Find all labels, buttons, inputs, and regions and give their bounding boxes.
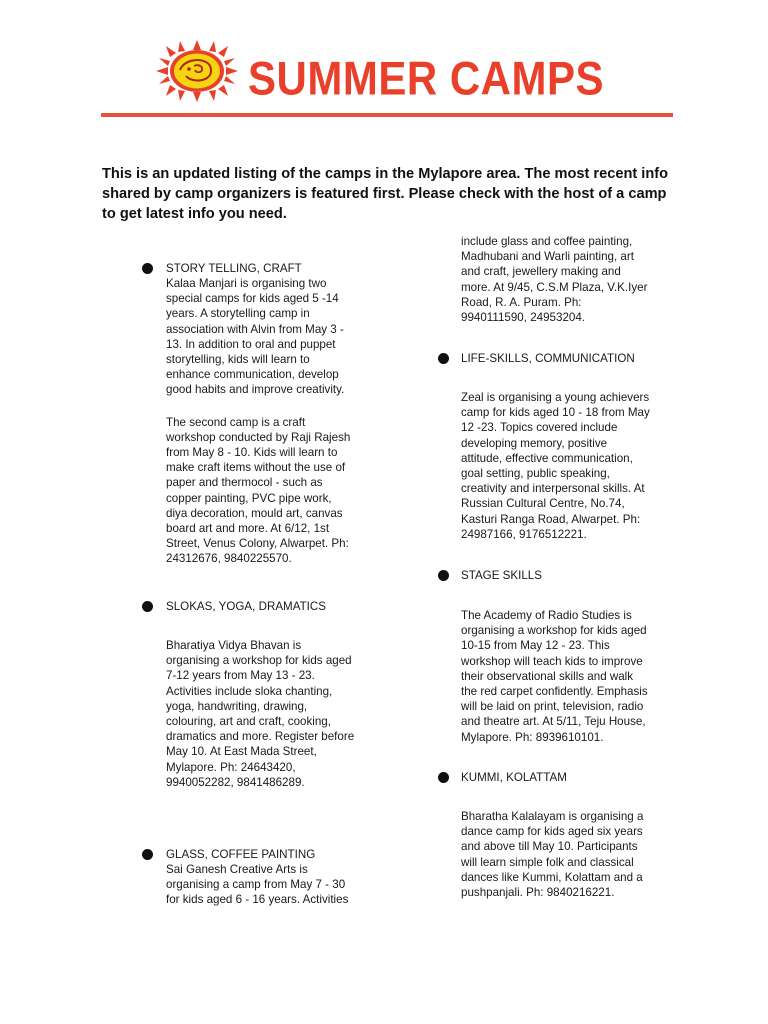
bullet-icon <box>438 570 449 581</box>
section-heading-kummi: KUMMI, KOLATTAM <box>461 771 567 784</box>
kummi-paragraph: Bharatha Kalalayam is organising a dance camp for kids aged six years and above till May 10. Participants will learn simple folk and classical dances like Kummi, Kolattam and a pushpanjali. Ph: 9840216221. <box>461 810 644 900</box>
section-heading-story-telling: STORY TELLING, CRAFT <box>166 262 302 275</box>
section-story-telling <box>166 276 416 567</box>
story-paragraph-2: The second camp is a craft workshop conducted by Raji Rajesh from May 8 - 10. Kids will learn to make craft items without the use of paper and thermocol - such as copper painting, PVC pipe work, diya decoration, mould art, canvas board art and more. At 6/12, 1st Street, Venus Colony, Alwarpet. Ph: 24312676, 9840225570. <box>166 415 351 566</box>
intro-paragraph: This is an updated listing of the camps in the Mylapore area. The most recent info shared by camp organizers is featured first. Please check with the host of a camp to get latest info you need. <box>102 166 669 222</box>
bullet-icon <box>142 601 153 612</box>
bullet-icon <box>438 772 449 783</box>
glass-paragraph: Sai Ganesh Creative Arts is organising a camp from May 7 - 30 for kids aged 6 - 16 years. Activities <box>166 863 349 907</box>
section-glass-painting <box>166 862 416 908</box>
section-heading-life-skills: LIFE-SKILLS, COMMUNICATION <box>461 352 635 365</box>
stage-skills-paragraph: The Academy of Radio Studies is organising a workshop for kids aged 10-15 from May 12 - 23. This workshop will teach kids to improve their observational skills and walk the red carpet confidently. Emphasis will be laid on print, television, radio and theatre art. At 5/11, Teju House, Mylapore. Ph: 8939610101. <box>461 609 648 744</box>
life-skills-paragraph: Zeal is organising a young achievers camp for kids aged 10 - 18 from May 12 -23. Topics covered include developing memory, positive attitude, effective communication, goal setting, public speaking, creativity and interpersonal skills. At Russian Cultural Centre, No.74, Kasturi Ranga Road, Alwarpet. Ph: 24987166, 9176512221. <box>461 391 650 541</box>
page-title: SUMMER CAMPS <box>248 52 605 105</box>
section-heading-glass-painting: GLASS, COFFEE PAINTING <box>166 848 316 861</box>
slokas-paragraph: Bharatiya Vidya Bhavan is organising a workshop for kids aged 7-12 years from May 13 - 23. Activities include sloka chanting, yoga, handwriting, drawing, colouring, art and craft, cooking, dramatics and more. Register before May 10. At East Mada Street, Mylapore. Ph: 24643420, 9940052282, 9841486289. <box>166 639 355 789</box>
section-stage-skills <box>461 608 711 745</box>
glass-painting-continued <box>461 234 711 325</box>
glass-continued-paragraph: include glass and coffee painting, Madhubani and Warli painting, art and craft, jewellery making and more. At 9/45, C.S.M Plaza, V.K.Iyer Road, R. A. Puram. Ph: 9940111590, 24953204. <box>461 235 648 325</box>
sun-logo-icon <box>156 40 238 102</box>
bullet-icon <box>142 849 153 860</box>
section-heading-stage-skills: STAGE SKILLS <box>461 569 542 582</box>
header-divider <box>101 113 673 117</box>
bullet-icon <box>438 353 449 364</box>
section-life-skills <box>461 390 711 542</box>
bullet-icon <box>142 263 153 274</box>
section-kummi <box>461 809 711 900</box>
section-slokas <box>166 638 416 790</box>
section-heading-slokas: SLOKAS, YOGA, DRAMATICS <box>166 600 326 613</box>
story-paragraph-1: Kalaa Manjari is organising two special camps for kids aged 5 -14 years. A storytelling camp in association with Alvin from May 3 - 13. In addition to oral and puppet storytelling, kids will learn to enhance communication, develop good habits and improve creativity. <box>166 277 345 397</box>
